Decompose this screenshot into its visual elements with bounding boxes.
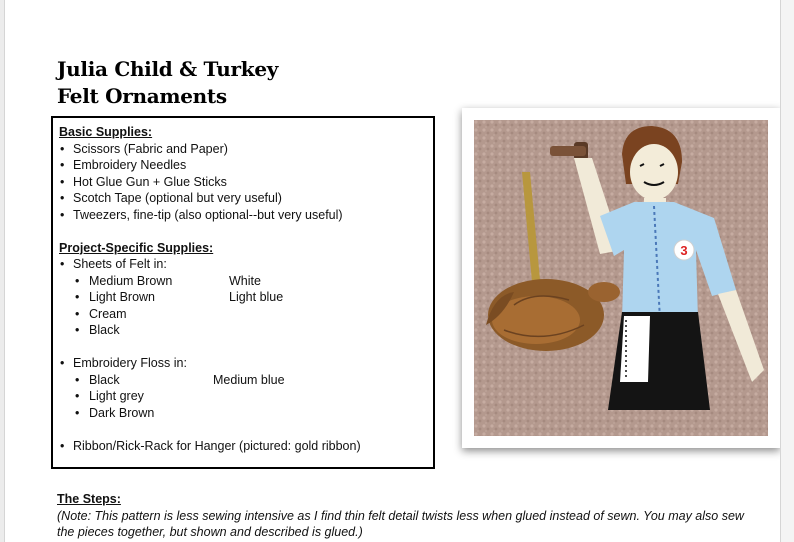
ornament-photo: [474, 120, 768, 436]
list-item: • Black Medium blue: [59, 372, 427, 389]
felt-colors-list: [59, 273, 427, 339]
list-item: • Black: [59, 322, 427, 339]
title-line-1: Julia Child & Turkey: [57, 57, 279, 81]
list-item: • Light Brown Light blue: [59, 289, 427, 306]
felt-item: • Sheets of Felt in:: [59, 256, 427, 273]
floss-list: [59, 355, 427, 372]
basic-supplies-heading: Basic Supplies:: [59, 125, 153, 139]
list-item: • Embroidery Needles: [59, 157, 427, 174]
document-page: [4, 0, 781, 542]
title-line-2: Felt Ornaments: [57, 84, 227, 108]
number-badge: 3: [680, 243, 688, 258]
list-item: • Scotch Tape (optional but very useful): [59, 190, 427, 207]
list-item: • Scissors (Fabric and Paper): [59, 141, 427, 158]
list-item: • Light grey: [59, 388, 427, 405]
steps-heading: The Steps:: [57, 492, 121, 506]
list-item: • Cream: [59, 306, 427, 323]
ribbon-list: [59, 438, 427, 455]
ribbon-item: • Ribbon/Rick-Rack for Hanger (pictured: gold ribbon): [59, 438, 427, 455]
project-supplies-heading: Project-Specific Supplies:: [59, 240, 214, 255]
steps-note: (Note: This pattern is less sewing intensive as I find thin felt detail twists less when glued instead of sewn. You may also sew the pieces together, but shown and described is glued.): [57, 508, 744, 539]
project-supplies-list: [59, 256, 427, 273]
ornament-photo-frame: [462, 108, 780, 448]
supplies-box: [51, 116, 435, 469]
basic-supplies-list: [59, 141, 427, 224]
document-title: [57, 56, 278, 110]
vertical-scrollbar[interactable]: [781, 0, 794, 542]
list-item: • Hot Glue Gun + Glue Sticks: [59, 174, 427, 191]
floss-colors-list: [59, 372, 427, 422]
steps-section: [57, 491, 757, 541]
list-item: • Medium Brown White: [59, 273, 427, 290]
list-item: • Tweezers, fine-tip (also optional--but very useful): [59, 207, 427, 224]
list-item: • Dark Brown: [59, 405, 427, 422]
floss-item: • Embroidery Floss in:: [59, 355, 427, 372]
